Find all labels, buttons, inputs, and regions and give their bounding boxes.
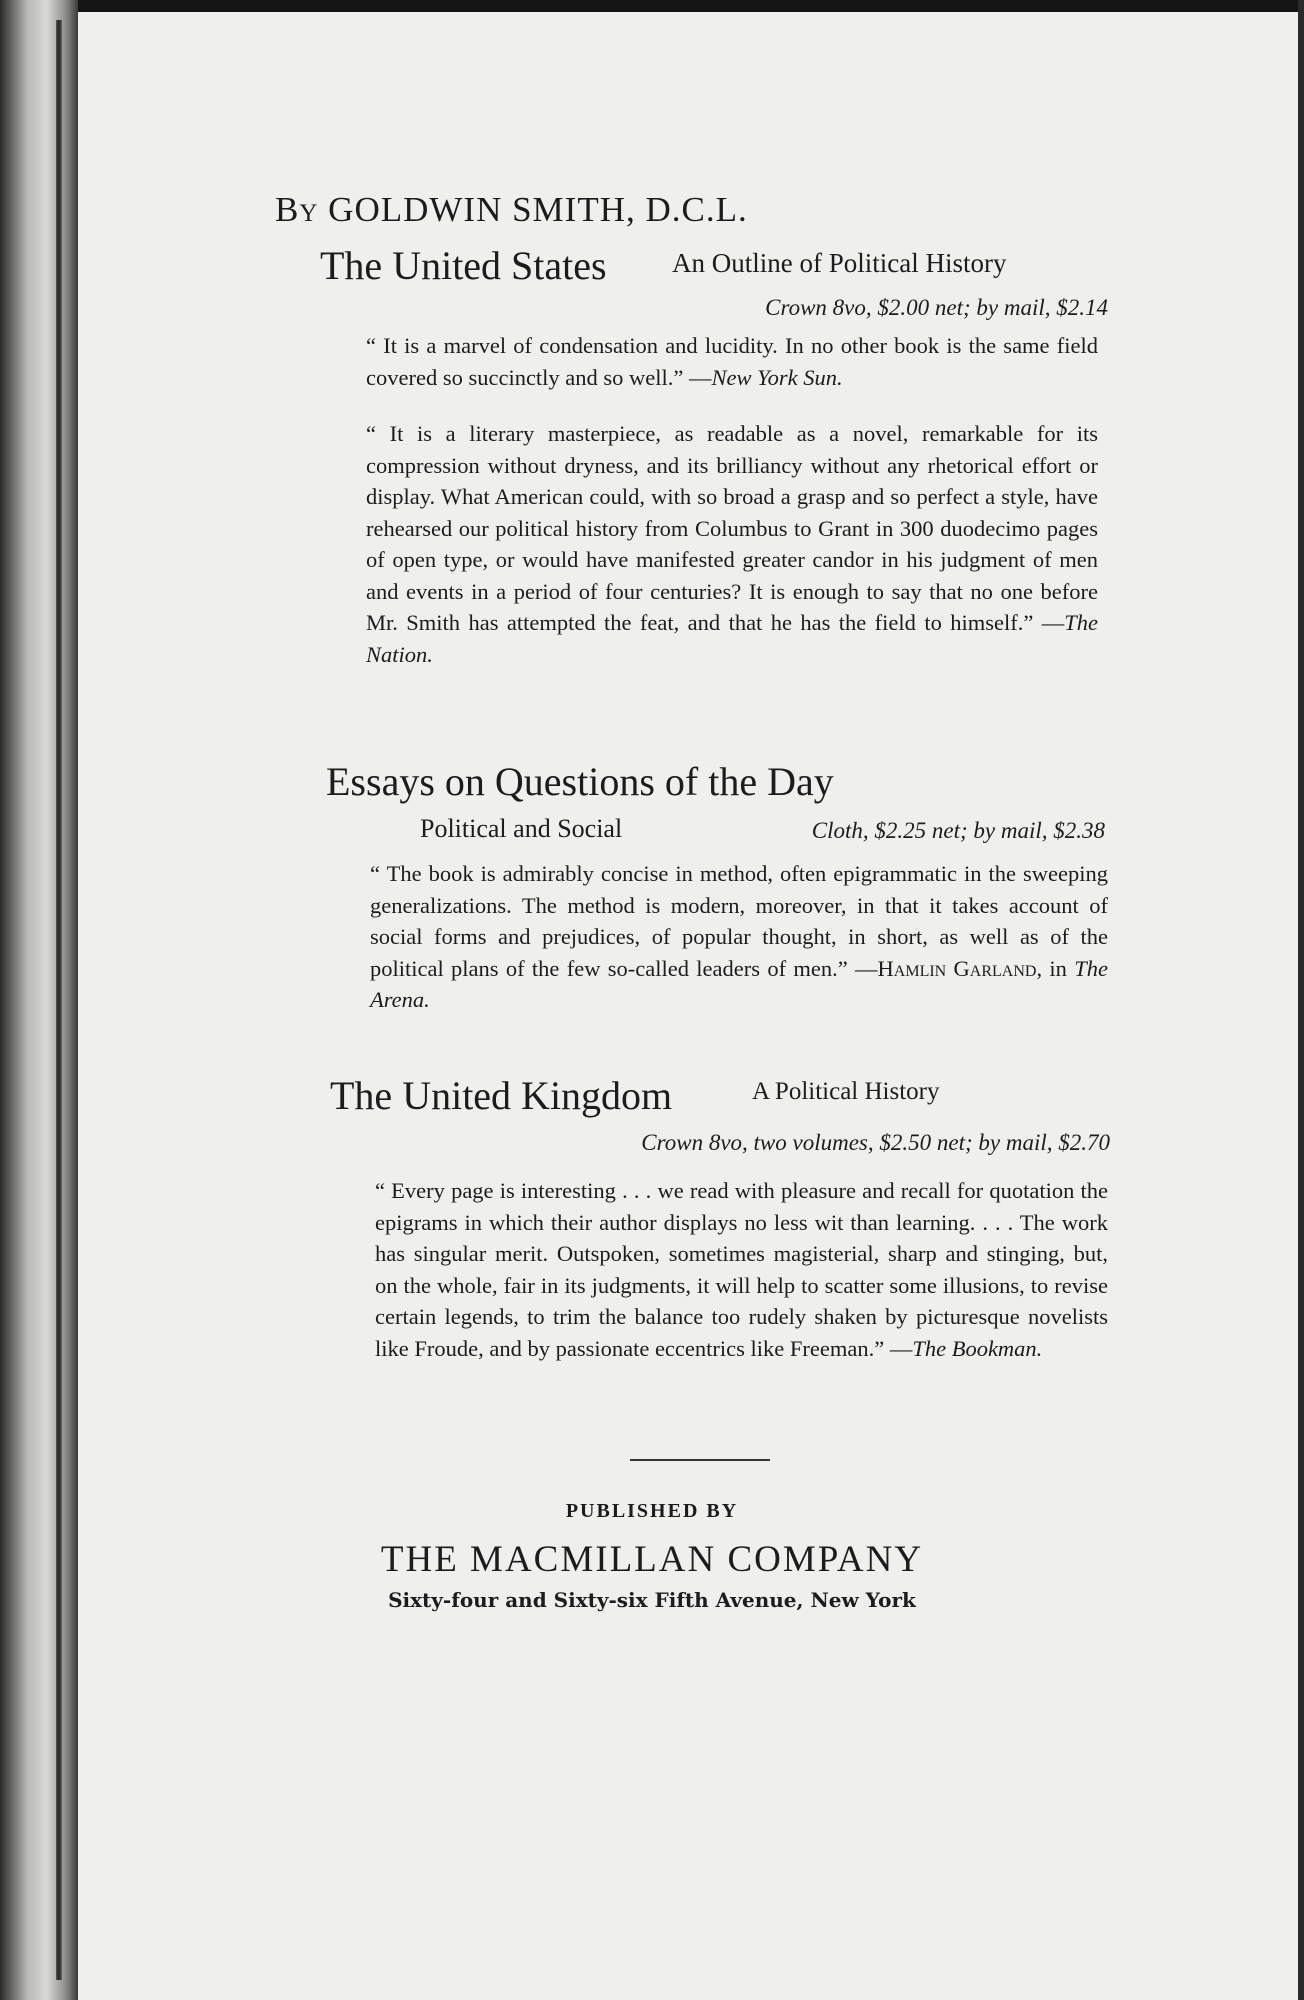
quote-text: “ It is a marvel of condensation and lucidity. In no other book is the same field covered so succinctly and so well.” — bbox=[366, 333, 1098, 390]
author-prefix-y: Y bbox=[299, 200, 319, 227]
book-subtitle-essays: Political and Social bbox=[420, 814, 623, 843]
book-title-united-kingdom: The United Kingdom bbox=[330, 1073, 673, 1118]
quote-text: “ It is a literary masterpiece, as readable as a novel, remarkable for its compression without dryness, and its brilliancy without any rhetorical effort or display. What American could, with so broad a grasp and so perfect a style, have rehearsed our political history from Columbus to Grant in 300 duodecimo pages of open type, or would have manifested greater candor in his judgment of men and events in a period of four centuries? It is enough to say that no one before Mr. Smith has attempted the feat, and that he has the field to himself.” — bbox=[366, 421, 1098, 635]
quote-source: The Nation. bbox=[366, 610, 1098, 667]
scan-right-edge bbox=[1298, 0, 1304, 2000]
book-price-united-states: Crown 8vo, $2.00 net; by mail, $2.14 bbox=[765, 295, 1108, 320]
divider-rule bbox=[630, 1459, 770, 1461]
quote-source: New York Sun. bbox=[711, 364, 843, 390]
review-quote bbox=[370, 858, 1108, 1016]
author-prefix-b: B bbox=[275, 190, 300, 229]
book-title-essays: Essays on Questions of the Day bbox=[326, 759, 834, 804]
review-quote bbox=[366, 418, 1098, 670]
quote-source: The Arena. bbox=[370, 955, 1108, 1012]
author-heading bbox=[275, 190, 748, 230]
book-subtitle-united-kingdom: A Political History bbox=[752, 1078, 940, 1105]
review-quote bbox=[366, 330, 1098, 393]
book-price-united-kingdom: Crown 8vo, two volumes, $2.50 net; by mail, $2.70 bbox=[641, 1130, 1110, 1155]
author-name: GOLDWIN SMITH, D.C.L. bbox=[328, 190, 748, 229]
quote-source: The Bookman. bbox=[912, 1335, 1043, 1361]
publisher-label: PUBLISHED BY bbox=[565, 1500, 739, 1522]
quote-text: “ Every page is interesting . . . we read with pleasure and recall for quotation the epigrams in which their author displays no less wit than learning. . . . The work has singular merit. Outspoken, sometimes magisterial, sharp and stinging, but, on the whole, fair in its judgments, it will help to scatter some illusions, to revise certain legends, to trim the balance too rudely shaken by picturesque novelists like Froude, and by passionate eccentrics like Freeman.” — bbox=[375, 1178, 1108, 1361]
book-spine bbox=[0, 0, 78, 2000]
quote-source-sep: , in bbox=[1036, 955, 1075, 981]
book-title-united-states: The United States bbox=[320, 243, 607, 288]
publisher-address: Sixty-four and Sixty-six Fifth Avenue, New York bbox=[388, 1588, 916, 1612]
book-subtitle-united-states: An Outline of Political History bbox=[672, 248, 1007, 278]
review-quote bbox=[375, 1175, 1108, 1364]
publisher-name: THE MACMILLAN COMPANY bbox=[380, 1539, 924, 1580]
quote-source-author: Hamlin Garland bbox=[877, 955, 1037, 981]
book-price-essays: Cloth, $2.25 net; by mail, $2.38 bbox=[811, 818, 1105, 843]
quote-text: “ The book is admirably concise in method, often epigrammatic in the sweeping generalizations. The method is modern, moreover, in that it takes account of social forms and prejudices, of popular thought, in short, as well as of the political plans of the few so-called leaders of men.” — bbox=[370, 861, 1108, 981]
spine-gutter bbox=[56, 20, 62, 1980]
scan-top-edge bbox=[0, 0, 1304, 12]
